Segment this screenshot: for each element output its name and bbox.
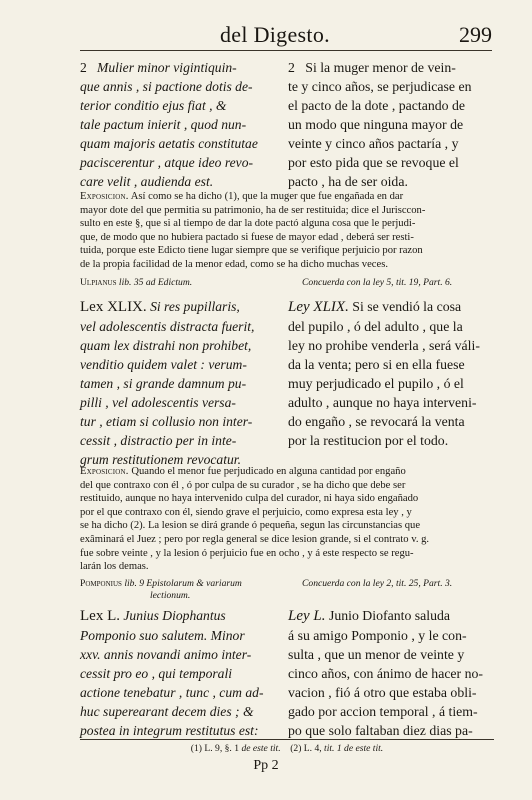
text-line: tur , etiam si collusio non inter-: [80, 414, 253, 429]
text-line: mayor dote del que permitia su patrimonio, ha de ser restituida; dice el Jurisccon-: [80, 204, 426, 216]
text-line: un modo que ninguna mayor de: [288, 117, 464, 132]
text-line: pilli , vel adolescentis versa-: [80, 395, 236, 410]
text-line: Lex L. Junius Diophantus: [80, 608, 226, 624]
concordance-citation: Concuerda con la ley 2, tit. 25, Part. 3.: [302, 578, 453, 589]
text-line: vacion , fió á otro que estaba obli-: [288, 685, 477, 700]
running-title: del Digesto.: [220, 22, 330, 47]
text-line: del pupilo , ó del adulto , que la: [288, 319, 463, 334]
text-line: Pomponio suo salutem. Minor: [80, 628, 245, 643]
text-line: da la venta; pero si en ella fuese: [288, 357, 465, 372]
text-line: cessit pro eo , qui temporali: [80, 666, 233, 681]
text-line: paciscerentur , atque ideo revo-: [80, 155, 254, 170]
text-line: ley no prohibe venderla , será váli-: [288, 338, 480, 353]
spanish-text-3: [288, 606, 496, 740]
text-line: postea in integrum restitutus est:: [80, 723, 259, 738]
text-line: tamen , si grande damnum pu-: [80, 376, 247, 391]
text-line: sulto en este §, que si al tiempo de dar la dote pactó alguna cosa que le perjudi-: [80, 218, 416, 230]
lex-heading: Lex L.: [80, 608, 120, 624]
text-line: del que contraxo con él , ó por culpa de su curador , se ha dicho que debe ser: [80, 479, 406, 491]
text-line: por la restitucion por el todo.: [288, 433, 449, 448]
text-line: cinco años, con ánimo de hacer no-: [288, 666, 483, 681]
text-line: xxv. annis novandi animo inter-: [80, 647, 252, 662]
text-line: grum restitutionem revocatur.: [80, 452, 241, 467]
concordance-citation: Concuerda con la ley 5, tit. 19, Part. 6.: [302, 277, 453, 288]
signature-mark: Pp 2: [253, 758, 279, 773]
text-line: á su amigo Pomponio , y le con-: [288, 628, 467, 643]
footnotes: [80, 739, 494, 754]
lex-heading: Lex XLIX.: [80, 299, 147, 315]
text-line: el pacto de la dote , pactando de: [288, 98, 465, 113]
text-line: po que solo faltaban diez dias pa-: [288, 723, 473, 738]
footnote-1: (1) L. 9, §. 1 de este tit.: [190, 743, 281, 754]
text-line: restituido, aunque no haya intervenido culpa del curador, ni haya sido engañado: [80, 493, 419, 505]
source-citation: Ulpianus lib. 35 ad Edictum.: [80, 277, 193, 288]
ley-heading: Ley L.: [288, 608, 326, 624]
text-line: te y cinco años, se perjudicase en: [288, 79, 472, 94]
exposicion-2: [80, 465, 494, 574]
text-line: huc superearant decem dies ; &: [80, 704, 254, 719]
text-line: 2 Si la muger menor de vein-: [288, 60, 456, 75]
text-line: fue sobre veinte , y la lesion ó perjuicio fue en ocho , y á este respecto se regu-: [80, 547, 414, 559]
running-head: [0, 22, 532, 48]
text-line: adulto , aunque no haya interveni-: [288, 395, 477, 410]
text-line: exâminará el Juez ; pero por regla general se dice lesion grande, si el contrato v. g.: [80, 533, 430, 545]
text-line: venditio quidem valet : verum-: [80, 357, 247, 372]
text-line: cessit , distractio per in inte-: [80, 433, 237, 448]
text-line: gado por accion temporal , á tiem-: [288, 704, 478, 719]
ley-heading: Ley XLIX.: [288, 299, 349, 315]
exposicion-1: [80, 190, 494, 272]
text-line: quam lex distrahi non prohibet,: [80, 338, 252, 353]
spanish-text-1: [288, 58, 496, 191]
text-line: muy perjudicado el pupilo , ó el: [288, 376, 464, 391]
text-line: veinte y cinco años pactaría , y: [288, 136, 459, 151]
text-line: Exposicion. Quando el menor fue perjudicado en alguna cantidad por engaño: [80, 466, 406, 477]
latin-text-3: [80, 606, 270, 740]
text-line: quam majoris aetatis constitutae: [80, 136, 258, 151]
text-line: por esto pida que se revoque el: [288, 155, 459, 170]
text-line: pacto , ha de ser oida.: [288, 174, 408, 189]
source-citation: Pomponius lib. 9 Epistolarum & variarum lectionum.: [80, 578, 242, 601]
text-line: que annis , si pactione dotis de-: [80, 79, 253, 94]
text-line: Ley L. Junio Diofanto saluda: [288, 608, 451, 624]
text-line: care velit , audienda est.: [80, 174, 214, 189]
text-line: Exposicion. Así como se ha dicho (1), que la muger que fue engañada en dar: [80, 191, 404, 202]
latin-text-1: [80, 58, 270, 191]
text-line: do engaño , se revocará la venta: [288, 414, 465, 429]
text-line: sulta , que un menor de veinte y: [288, 647, 465, 662]
text-line: se ha dicho (2). La lesion se dirá grande ó pequeña, segun las circunstancias que: [80, 520, 421, 532]
text-line: terior conditio ejus fiat , &: [80, 98, 227, 113]
text-line: tuida, porque este Edicto tiene lugar siempre que se verifique perjuicio por razon: [80, 245, 423, 257]
text-line: Lex XLIX. Si res pupillaris,: [80, 299, 240, 315]
text-line: actione tenebatur , tunc , cum ad-: [80, 685, 264, 700]
header-rule: [80, 50, 492, 51]
text-line: 2 Mulier minor vigintiquin-: [80, 60, 237, 75]
page-number: 299: [459, 22, 492, 47]
spanish-text-2: [288, 297, 496, 450]
text-line: de la propia facilidad de la menor edad, como se ha dicho muchas veces.: [80, 258, 388, 270]
text-line: larán los demas.: [80, 561, 149, 573]
latin-text-2: [80, 297, 270, 469]
text-line: tale pactum inierit , quod nun-: [80, 117, 247, 132]
text-line: vel adolescentis distracta fuerit,: [80, 319, 255, 334]
text-line: por el que contraxo con él, siendo grave el perjuicio, como expresa esta ley , y: [80, 506, 412, 518]
text-line: Ley XLIX. Si se vendió la cosa: [288, 299, 462, 315]
footnote-2: (2) L. 4, tit. 1 de este tit.: [290, 743, 384, 754]
text-line: que, de modo que no hubiera pactado si fuese de mayor edad , deberá ser resti-: [80, 231, 414, 243]
